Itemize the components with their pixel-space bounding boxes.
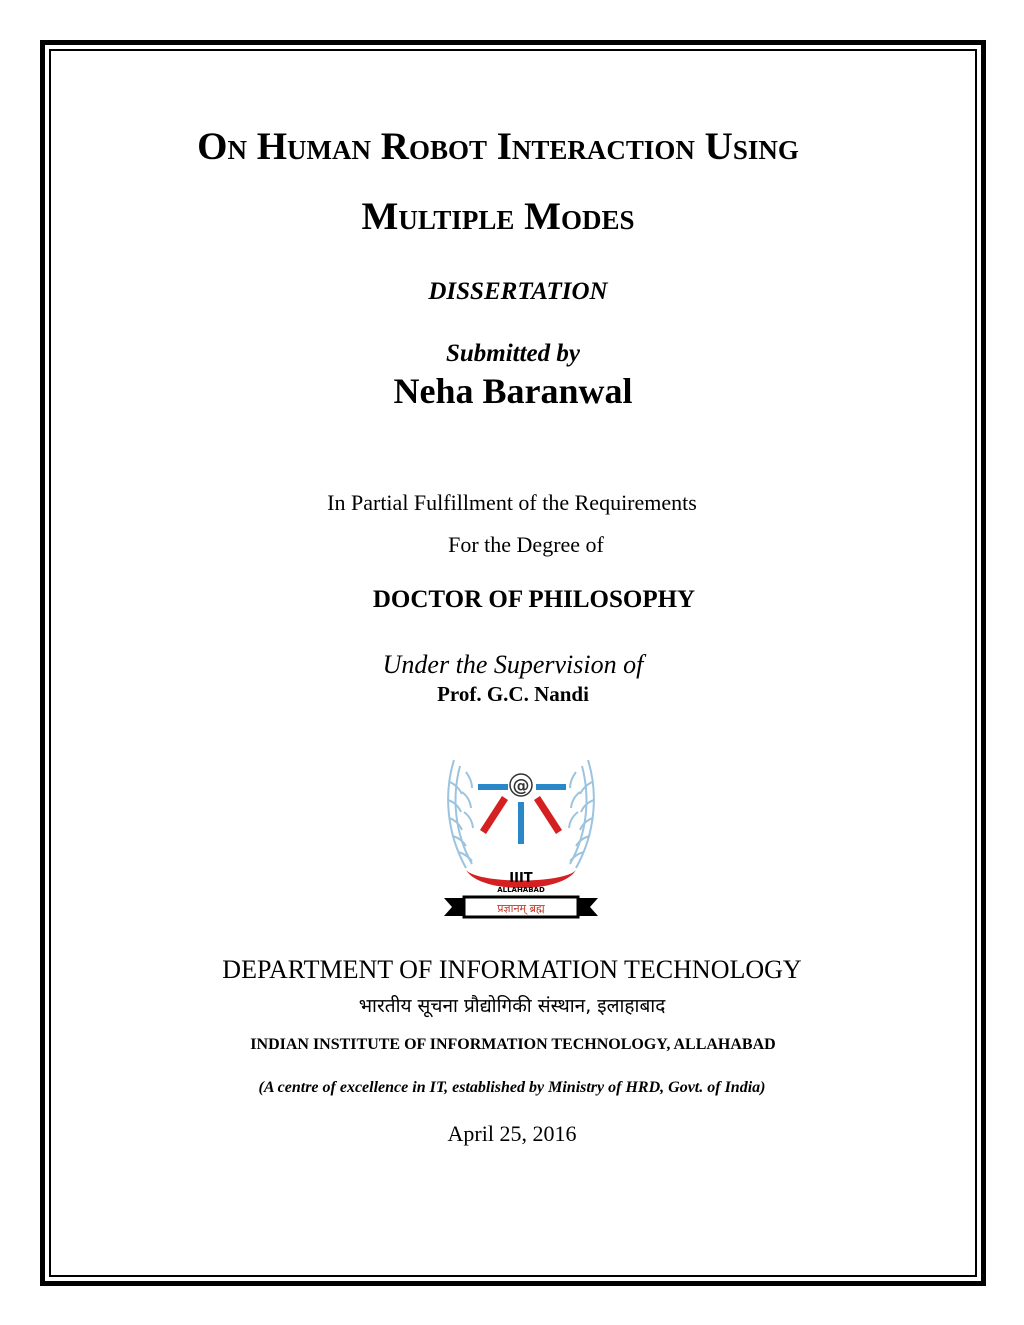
wreath-right-icon [569, 760, 594, 868]
logo-text-city: ALLAHABAD [497, 886, 545, 894]
title-line-2: Multiple Modes [361, 195, 635, 238]
iiit-allahabad-logo [440, 752, 602, 924]
submission-date: April 25, 2016 [447, 1121, 577, 1146]
supervision-label: Under the Supervision of [382, 650, 644, 679]
logo-ray-left [480, 796, 508, 834]
logo-text-iiit: IIIT [509, 871, 533, 886]
ribbon-right-icon [578, 898, 598, 916]
institute-name-hindi: भारतीय सूचना प्रौद्योगिकी संस्थान, इलाहाबाद [358, 995, 666, 1017]
department-name: DEPARTMENT OF INFORMATION TECHNOLOGY [222, 955, 802, 984]
logo-bar-vertical [518, 802, 524, 844]
supervisor-name: Prof. G.C. Nandi [437, 682, 589, 706]
wreath-left-icon [448, 760, 473, 868]
logo-motto: प्रज्ञानम् ब्रह्म [497, 902, 545, 915]
fulfillment-line-1: In Partial Fulfillment of the Requirements [327, 490, 697, 515]
logo-bar-right [536, 784, 566, 790]
institute-note: (A centre of excellence in IT, established by Ministry of HRD, Govt. of India) [258, 1079, 766, 1096]
institute-name: INDIAN INSTITUTE OF INFORMATION TECHNOLOGY, ALLAHABAD [250, 1036, 776, 1053]
submitted-by-label: Submitted by [445, 340, 581, 367]
ribbon-left-icon [444, 898, 464, 916]
document-type: DISSERTATION [428, 278, 608, 305]
logo-bar-left [478, 784, 508, 790]
at-symbol: @ [512, 776, 530, 796]
degree-name: DOCTOR OF PHILOSOPHY [372, 586, 696, 613]
fulfillment-line-2: For the Degree of [448, 532, 604, 557]
author-name: Neha Baranwal [393, 371, 633, 411]
title-line-1: On Human Robot Interaction Using [197, 125, 799, 168]
logo-ray-right [534, 796, 562, 834]
